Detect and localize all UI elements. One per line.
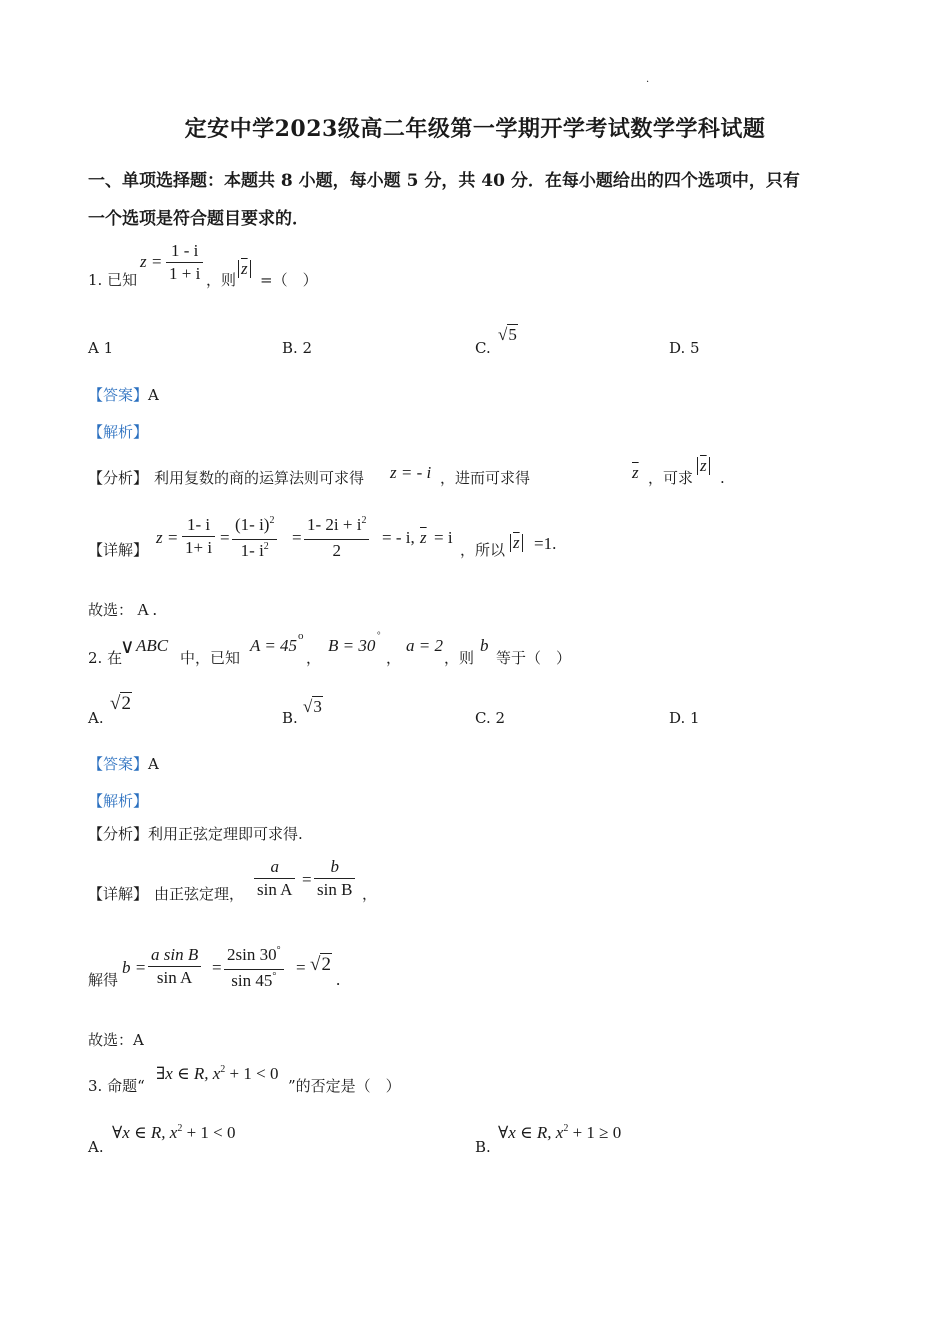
q2-mid: 中，已知 [180, 649, 241, 667]
q1-detail-tail: = - i, [382, 528, 415, 547]
q1-detail-frac1-den: 1+ i [185, 538, 213, 557]
q1-fenxi-text2: ，进而可求得 [440, 469, 531, 487]
q3-option-a-sup: 2 [177, 1123, 183, 1134]
q1-detail-tail2: = i [434, 528, 453, 547]
q1-abs-zbar [238, 260, 251, 278]
q1-choose-label: 故选： [88, 601, 134, 619]
q1-fenxi-end: . [720, 469, 725, 487]
q2-fenxi-text: 利用正弦定理即可求得. [148, 825, 303, 843]
q1-detail-frac3-den: 2 [332, 541, 341, 560]
q1-fenxi-tag: 【分析】 [88, 469, 149, 487]
q1-denominator: 1 + i [169, 264, 201, 283]
q2-option-a-radicand: 2 [121, 693, 131, 714]
q1-detail-eq2: = [292, 528, 302, 547]
q1-zbar: $\overline{z}$ [241, 259, 248, 278]
q1-analysis-tag: 【解析】 [88, 423, 149, 441]
q2-detail-frac1-num: a [254, 856, 295, 879]
q2-option-a: A. [88, 709, 104, 727]
q1-choose-value: A . [137, 600, 157, 619]
q1-then: ，则 [206, 271, 237, 289]
q3-option-a-main: ∀x ∈ R, x [112, 1123, 178, 1142]
q2-solve-frac2 [224, 944, 284, 995]
q2-b: b [480, 636, 489, 655]
q1-option-a: A 1 [88, 339, 114, 357]
q3-option-b: B. [475, 1138, 491, 1156]
q1-detail-zbar: $\overline{z}$ [420, 528, 427, 547]
q1-choose [88, 600, 157, 620]
q1-detail-tag: 【详解】 [88, 541, 149, 559]
q2-solve-frac2-num: 2sin 30 [227, 945, 277, 964]
q1-option-c: C. [475, 339, 491, 357]
q2-solve-end: . [336, 970, 341, 989]
q2-jiede: 解得 [88, 971, 119, 989]
q2-abc: ABC [136, 636, 169, 655]
q2-answer: A [148, 755, 159, 773]
q1-detail [88, 512, 648, 564]
q3-option-b-math [498, 1123, 621, 1143]
section-heading-line1: 一、单项选择题：本题共 8 小题，每小题 5 分，共 40 分．在每小题给出的四个选项中，只有 [88, 171, 800, 191]
q3-prop-sup: 2 [220, 1064, 226, 1075]
q2-solve-frac2-den-sup: ° [272, 971, 277, 982]
q2-answer-tag: 【答案】 [88, 755, 149, 773]
q2-solve-radicand: 2 [321, 954, 331, 975]
q1-detail-z: z = [156, 528, 179, 547]
q2-deg: o [298, 630, 304, 642]
q1-detail-frac2-den-sup: 2 [263, 541, 269, 552]
q2-answer-line [88, 754, 159, 774]
q2-solve-b: b = [122, 958, 147, 977]
q3-option-a-tail: + 1 < 0 [186, 1123, 236, 1142]
q2-solve-eq1: = [212, 958, 222, 977]
q2-detail-frac1-den: sin A [257, 880, 293, 899]
q1-option-b: B. 2 [282, 339, 313, 357]
q2-detail-frac2-den: sin B [317, 880, 353, 899]
q3-option-a: A. [88, 1138, 104, 1156]
q2-option-d: D. 1 [669, 709, 700, 727]
q2-solve [88, 942, 388, 994]
q1-detail-abs-z: $\overline{z}$ [513, 533, 520, 552]
q2-a-eq: A = 45 [250, 636, 298, 655]
q2-stem [88, 632, 688, 668]
q1-answer-line [88, 385, 159, 405]
q2-solve-frac2-den: sin 45 [231, 971, 273, 990]
q2-option-c: C. 2 [475, 709, 506, 727]
q1-eq-paren: =（ ） [260, 271, 318, 289]
section-heading-line2: 一个选项是符合题目要求的． [88, 209, 309, 229]
q1-detail-frac2-den: 1- i [240, 541, 264, 560]
q3-prop [156, 1064, 278, 1084]
q1-fraction [166, 240, 203, 285]
q3-option-b-sup: 2 [563, 1123, 569, 1134]
q1-detail-frac2 [232, 514, 277, 565]
q2-analysis-tag: 【解析】 [88, 792, 149, 810]
q1-detail-result: =1. [534, 534, 557, 553]
q1-detail-frac3-num: 1- 2i + i [307, 515, 362, 534]
dot-mark: . [646, 74, 650, 85]
q2-prefix: 2. 在 [88, 649, 123, 667]
q2-ask: 等于（ ） [496, 649, 572, 667]
q2-detail-eq: = [302, 870, 312, 889]
q2-comma2: ， [386, 649, 402, 667]
q2-fenxi [88, 824, 303, 844]
q2-solve-frac1 [148, 944, 201, 989]
q1-fenxi-abs-z: $\overline{z}$ [700, 456, 707, 475]
q1-fenxi-zbar: $\overline{z}$ [632, 463, 639, 482]
q1-prefix: 1. 已知 [88, 271, 138, 289]
q1-detail-frac2-num: (1- i) [235, 515, 270, 534]
q2-b-eq: B = 30 [328, 636, 376, 655]
q1-answer: A [148, 386, 159, 404]
q1-fenxi-abs [697, 457, 710, 475]
q1-option-c-radicand: 5 [508, 325, 517, 344]
q3-prop-tail: + 1 < 0 [229, 1064, 279, 1083]
q1-detail-abs [510, 534, 523, 552]
q2-detail-end: ， [362, 885, 378, 903]
q1-detail-frac2-num-sup: 2 [269, 515, 275, 526]
q2-solve-frac1-den: sin A [156, 968, 193, 987]
q3-prefix: 3. 命题“ [88, 1077, 145, 1095]
q1-fenxi-text3: ，可求 [648, 469, 694, 487]
q2-triangle: ∨ [120, 636, 135, 658]
q3-stem [88, 1060, 548, 1096]
q2-detail-frac1 [254, 856, 295, 901]
q2-solve-eq2: = [296, 958, 306, 977]
q1-detail-suoyi: ，所以 [460, 541, 506, 559]
q2-comma1: ， [306, 649, 322, 667]
q2-deg2: ° [377, 630, 381, 640]
q1-numerator: 1 - i [166, 240, 203, 263]
q2-option-a-sqrt: √2 [110, 693, 131, 714]
q2-choose: 故选：A [88, 1031, 144, 1049]
q2-solve-sqrt: √2 [310, 954, 331, 975]
q3-option-b-main: ∀x ∈ R, x [498, 1123, 564, 1142]
q1-detail-frac1 [182, 514, 215, 559]
q2-detail-tag: 【详解】 [88, 885, 149, 903]
q1-option-c-sqrt: √5 [498, 325, 517, 344]
q1-detail-frac3 [304, 514, 369, 562]
q3-suffix: ”的否定是（ ） [288, 1077, 401, 1095]
q2-detail [88, 852, 408, 904]
q2-option-b-radicand: 3 [313, 697, 322, 716]
q1-z-eq: z = [140, 252, 163, 271]
q2-a-val: a = 2 [406, 636, 443, 655]
q2-fenxi-tag: 【分析】 [88, 825, 149, 843]
q3-prop-main: ∃x ∈ R, x [156, 1064, 221, 1083]
q1-fenxi-text: 利用复数的商的运算法则可求得 [154, 469, 365, 487]
q1-answer-tag: 【答案】 [88, 386, 149, 404]
q1-option-d: D. 5 [669, 339, 700, 357]
q2-then: ，则 [444, 649, 475, 667]
q2-detail-frac2-num: b [314, 856, 355, 879]
q2-detail-frac2 [314, 856, 355, 901]
q2-detail-text: 由正弦定理， [154, 885, 245, 903]
q3-option-a-math [112, 1123, 236, 1143]
q1-detail-frac3-num-sup: 2 [361, 515, 367, 526]
q3-option-b-tail: + 1 ≥ 0 [572, 1123, 622, 1142]
q2-solve-frac1-num: a sin B [148, 944, 201, 967]
page-title: 定安中学2023级高二年级第一学期开学考试数学学科试题 [184, 116, 766, 142]
q1-fenxi-math1: z = - i [390, 463, 432, 482]
q2-option-b-sqrt: √3 [303, 697, 322, 716]
q2-option-b: B. [282, 709, 298, 727]
q1-detail-eq1: = [220, 528, 230, 547]
q1-detail-frac1-num: 1- i [182, 514, 215, 537]
q2-solve-frac2-num-sup: ° [276, 945, 281, 956]
